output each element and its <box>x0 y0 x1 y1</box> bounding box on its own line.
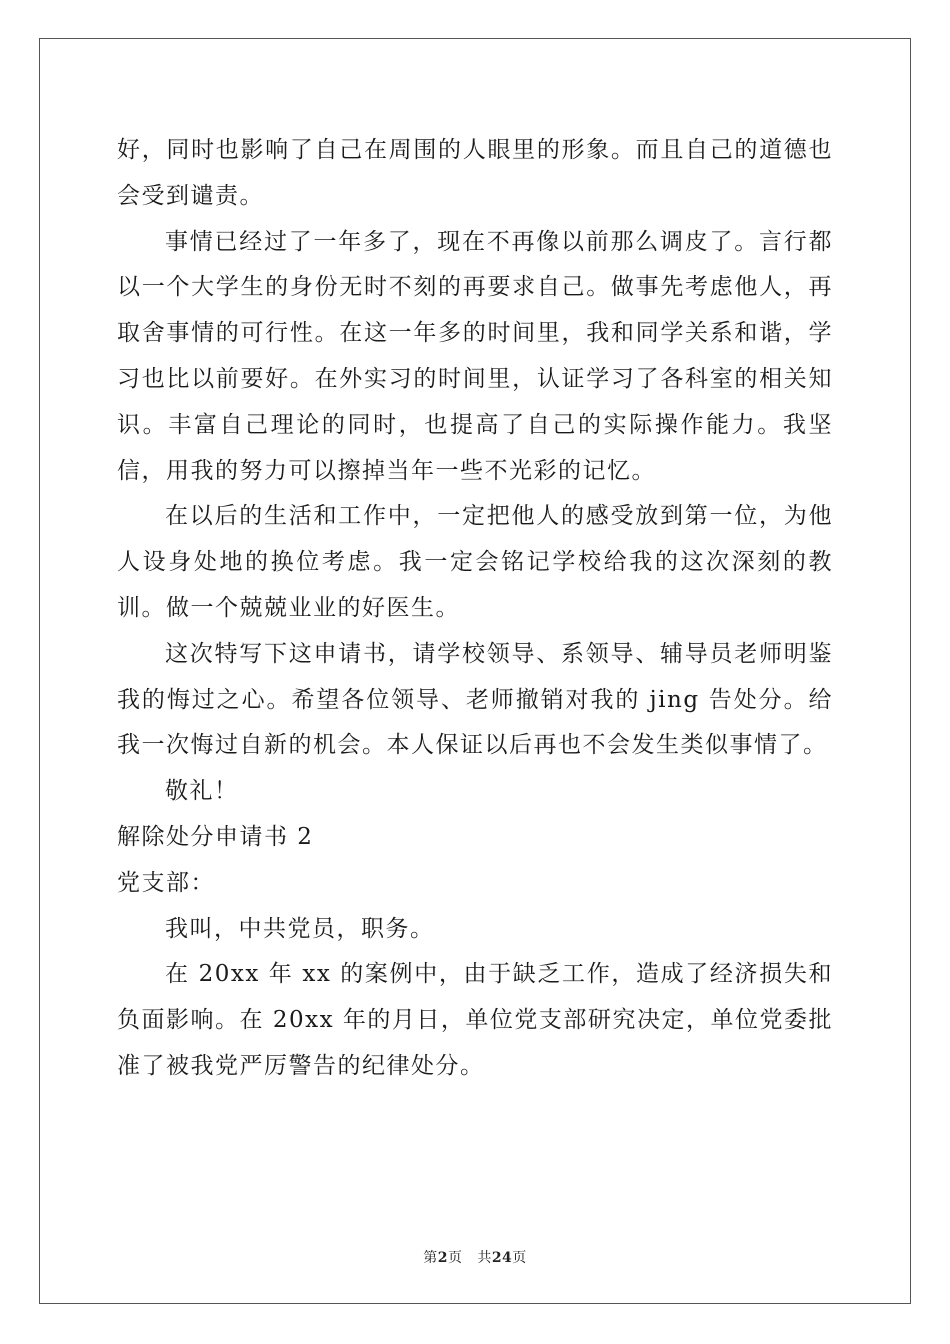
page-number: 2 <box>437 1250 448 1266</box>
paragraph-case: 在 20xx 年 xx 的案例中，由于缺乏工作，造成了经济损失和负面影响。在 20xx 年的月日，单位党支部研究决定，单位党委批准了被我党严厉警告的纪律处分。 <box>117 961 833 1079</box>
page-footer <box>0 1247 950 1267</box>
paragraph-2: 事情已经过了一年多了，现在不再像以前那么调皮了。言行都以一个大学生的身份无时不刻的再要求自己。做事先考虑他人，再取舍事情的可行性。在这一年多的时间里，我和同学关系和谐，学习也比以前要好。在外实习的时间里，认证学习了各科室的相关知识。丰富自己理论的同时，也提高了自己的实际操作能力。我坚信，用我的努力可以擦掉当年一些不光彩的记忆。 <box>117 228 833 484</box>
document-body <box>117 128 833 1090</box>
paragraph-intro: 我叫，中共党员，职务。 <box>165 915 435 942</box>
page-prefix: 第 <box>423 1250 438 1266</box>
section-heading: 解除处分申请书 2 <box>117 823 314 850</box>
total-prefix: 共 <box>477 1250 492 1266</box>
total-suffix: 页 <box>512 1250 527 1266</box>
addressee: 党支部： <box>117 869 215 896</box>
total-pages: 24 <box>491 1250 513 1266</box>
closing-salutation: 敬礼！ <box>165 778 239 805</box>
paragraph-1: 好，同时也影响了自己在周围的人眼里的形象。而且自己的道德也会受到谴责。 <box>117 137 833 209</box>
page-suffix: 页 <box>447 1250 463 1266</box>
paragraph-4: 这次特写下这申请书，请学校领导、系领导、辅导员老师明鉴我的悔过之心。希望各位领导、老师撤销对我的 jing 告处分。给我一次悔过自新的机会。本人保证以后再也不会发生类似事情了。 <box>117 640 833 759</box>
paragraph-3: 在以后的生活和工作中，一定把他人的感受放到第一位，为他人设身处地的换位考虑。我一定会铭记学校给我的这次深刻的教训。做一个兢兢业业的好医生。 <box>117 503 833 621</box>
